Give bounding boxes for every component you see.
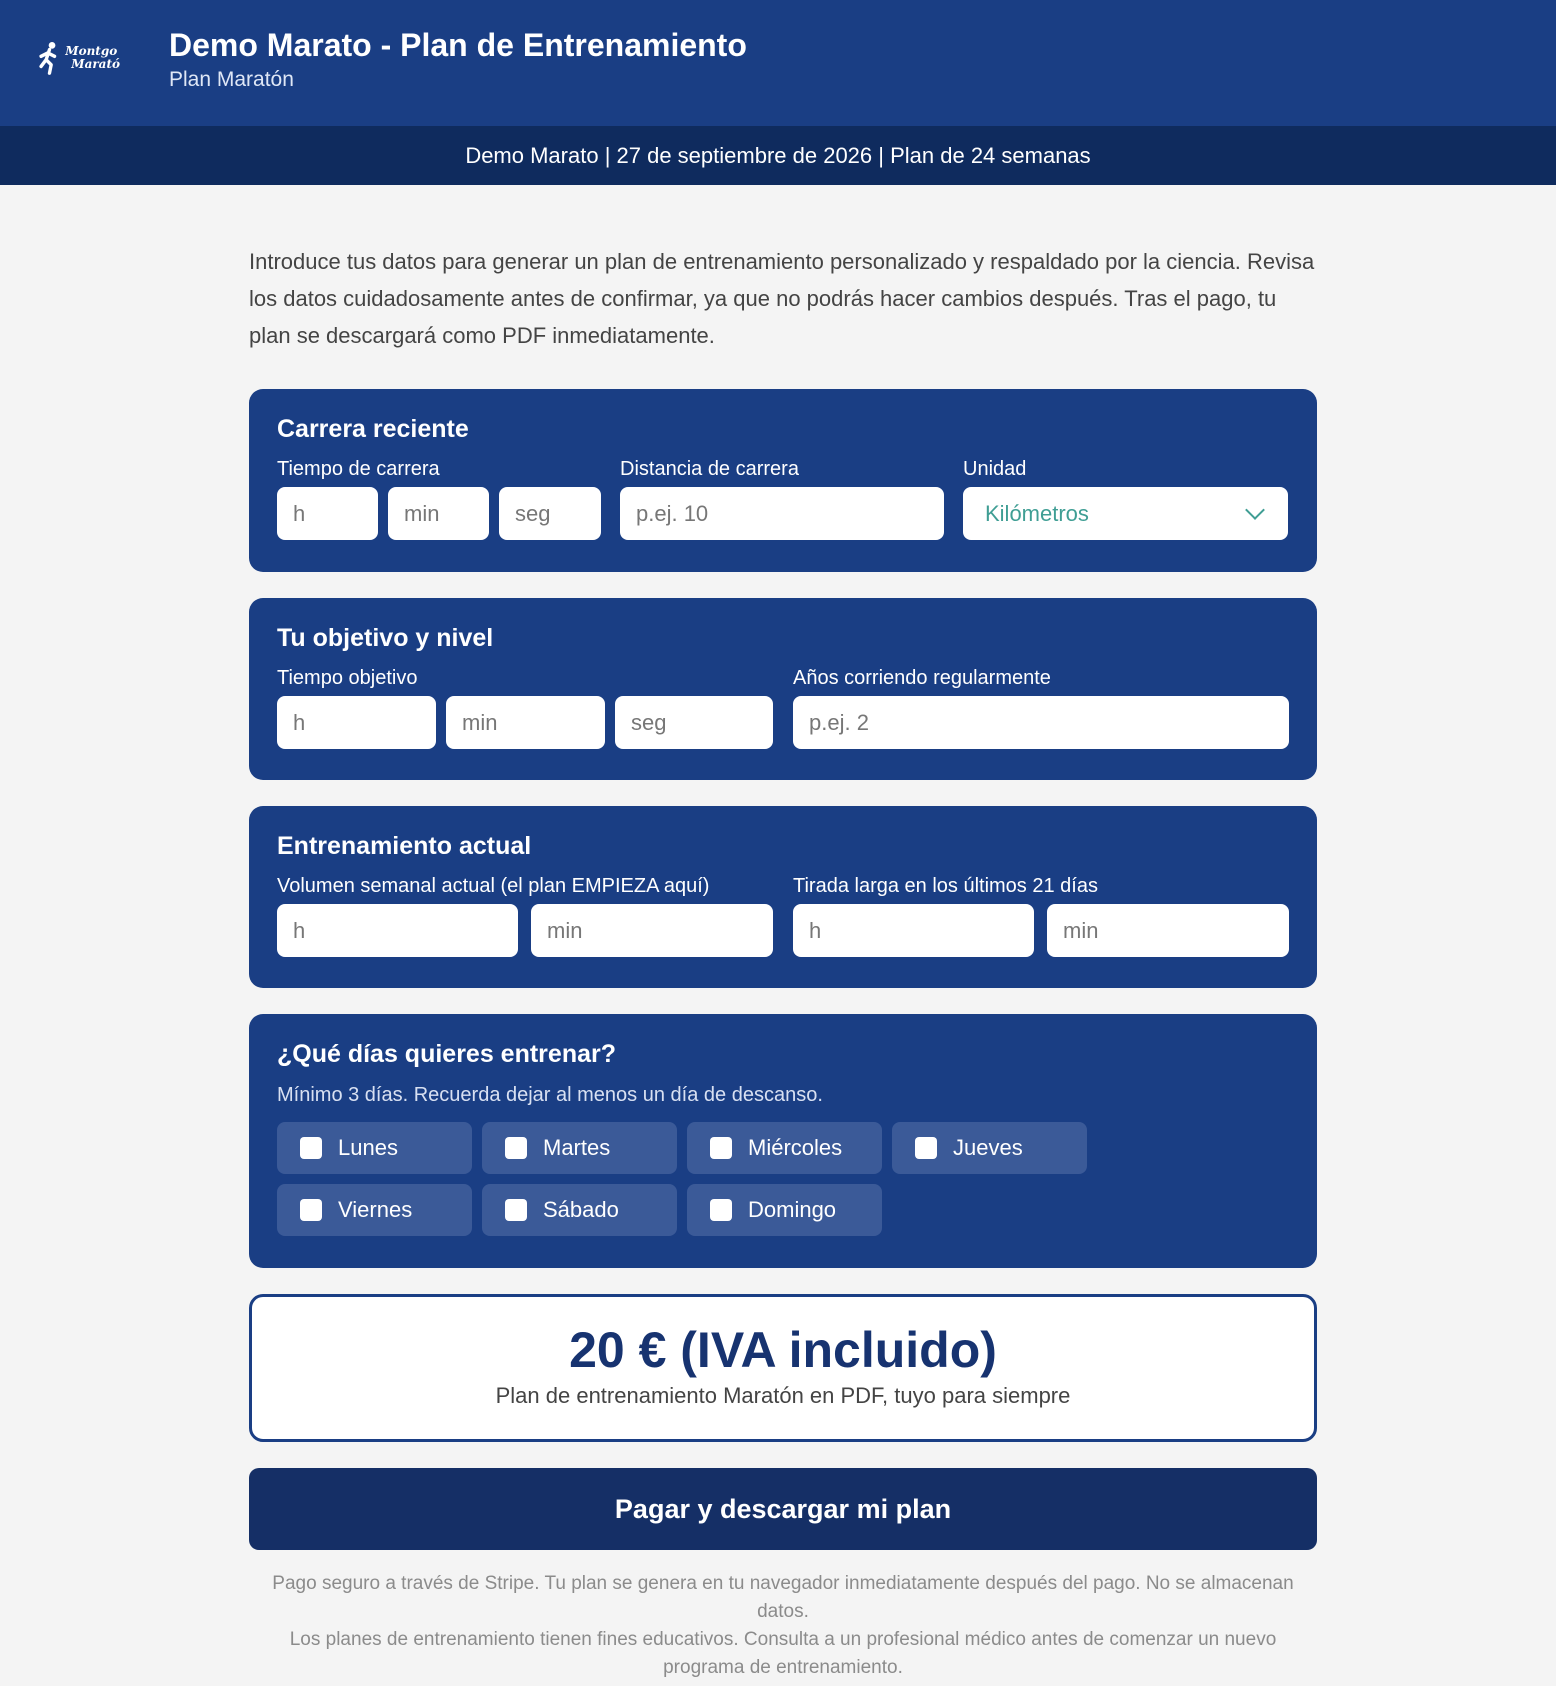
page-title: Demo Marato - Plan de Entrenamiento — [169, 27, 747, 63]
training-days-hint: Mínimo 3 días. Recuerda dejar al menos un día de descanso. — [277, 1084, 823, 1106]
goal-time-minutes-input[interactable]: min — [446, 696, 605, 749]
checkbox[interactable] — [505, 1199, 527, 1221]
checkbox[interactable] — [300, 1137, 322, 1159]
day-option-viernes[interactable]: Viernes — [277, 1184, 472, 1236]
weekly-volume-label: Volumen semanal actual (el plan EMPIEZA aquí) — [277, 875, 710, 897]
card-title: ¿Qué días quieres entrenar? — [277, 1040, 616, 1068]
checkbox[interactable] — [710, 1137, 732, 1159]
card-title: Tu objetivo y nivel — [277, 624, 494, 652]
pay-and-download-button[interactable]: Pagar y descargar mi plan — [249, 1468, 1317, 1550]
training-days-card — [249, 1014, 1317, 1268]
recent-race-card — [249, 389, 1317, 572]
card-title: Carrera reciente — [277, 415, 469, 443]
chevron-down-icon — [1245, 500, 1265, 520]
long-run-minutes-input[interactable]: min — [1047, 904, 1289, 957]
day-checkbox-list — [277, 1122, 1289, 1236]
footnote-payment: Pago seguro a través de Stripe. Tu plan se genera en tu navegador inmediatamente después del pago. No se almacenan datos. — [272, 1573, 1294, 1622]
goal-time-label: Tiempo objetivo — [277, 667, 418, 689]
race-time-seconds-input[interactable]: seg — [499, 487, 601, 540]
race-info-bar: Demo Marato | 27 de septiembre de 2026 | Plan de 24 semanas — [0, 126, 1556, 185]
weekly-volume-hours-input[interactable]: h — [277, 904, 518, 957]
checkbox[interactable] — [710, 1199, 732, 1221]
race-time-minutes-input[interactable]: min — [388, 487, 489, 540]
long-run-label: Tirada larga en los últimos 21 días — [793, 875, 1098, 897]
unit-label: Unidad — [963, 458, 1027, 480]
checkbox[interactable] — [300, 1199, 322, 1221]
long-run-hours-input[interactable]: h — [793, 904, 1034, 957]
goal-card — [249, 598, 1317, 780]
intro-text: Introduce tus datos para generar un plan de entrenamiento personalizado y respaldado por la ciencia. Revisa los datos cuidadosamente antes de confirmar, ya que no podrás hacer cambios después. Tras el pago, tu plan se descargará como PDF inmediatamente. — [249, 249, 1315, 348]
checkbox[interactable] — [505, 1137, 527, 1159]
race-distance-input[interactable]: p.ej. 10 — [620, 487, 944, 540]
unit-selected-value: Kilómetros — [985, 500, 1089, 526]
card-title: Entrenamiento actual — [277, 832, 532, 860]
day-option-martes[interactable]: Martes — [482, 1122, 677, 1174]
price-amount: 20 € (IVA incluido) — [569, 1322, 997, 1378]
race-time-label: Tiempo de carrera — [277, 458, 440, 480]
goal-time-seconds-input[interactable]: seg — [615, 696, 773, 749]
day-option-lunes[interactable]: Lunes — [277, 1122, 472, 1174]
current-training-card — [249, 806, 1317, 988]
day-option-miercoles[interactable]: Miércoles — [687, 1122, 882, 1174]
page-header — [0, 0, 1556, 126]
price-box — [249, 1294, 1317, 1442]
race-time-hours-input[interactable]: h — [277, 487, 378, 540]
day-option-sabado[interactable]: Sábado — [482, 1184, 677, 1236]
logo — [36, 36, 120, 80]
day-option-domingo[interactable]: Domingo — [687, 1184, 882, 1236]
price-description: Plan de entrenamiento Maratón en PDF, tuyo para siempre — [495, 1383, 1071, 1408]
runner-icon — [36, 38, 61, 78]
footnote — [249, 1570, 1317, 1682]
weekly-volume-minutes-input[interactable]: min — [531, 904, 773, 957]
unit-select[interactable] — [963, 487, 1288, 540]
checkbox[interactable] — [915, 1137, 937, 1159]
main-content — [249, 185, 1317, 1682]
goal-time-hours-input[interactable]: h — [277, 696, 436, 749]
years-running-input[interactable]: p.ej. 2 — [793, 696, 1289, 749]
day-option-jueves[interactable]: Jueves — [892, 1122, 1087, 1174]
footnote-disclaimer: Los planes de entrenamiento tienen fines educativos. Consulta a un profesional médico antes de comenzar un nuevo programa de entrenamiento. — [289, 1629, 1277, 1678]
logo-text: Montgo Marató — [65, 44, 120, 71]
page-subtitle: Plan Maratón — [169, 68, 294, 91]
race-distance-label: Distancia de carrera — [620, 458, 799, 480]
years-running-label: Años corriendo regularmente — [793, 667, 1051, 689]
